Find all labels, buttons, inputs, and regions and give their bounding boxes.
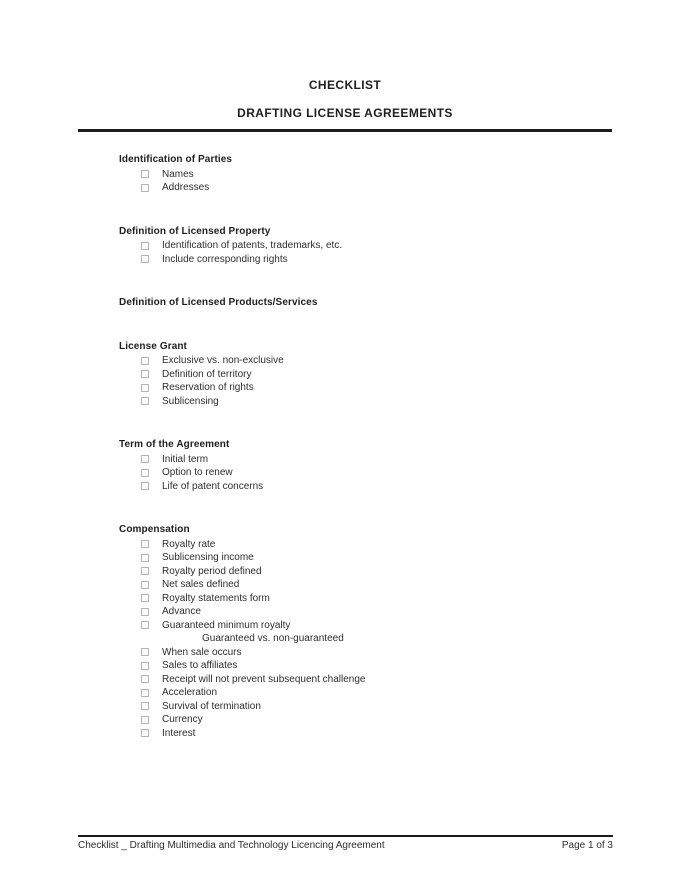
checklist-item-label: Reservation of rights xyxy=(162,382,254,393)
checklist-item-label: Currency xyxy=(162,714,203,725)
checkbox-icon xyxy=(141,729,149,737)
section-heading: Definition of Licensed Property xyxy=(119,225,271,237)
checklist-item xyxy=(119,700,613,714)
section-compensation xyxy=(119,523,613,740)
checklist-item xyxy=(119,239,613,253)
checklist-item xyxy=(119,565,613,579)
section-heading: License Grant xyxy=(119,340,187,352)
checklist-item-label: Net sales defined xyxy=(162,579,240,590)
checklist-item-label: Survival of termination xyxy=(162,700,261,712)
section-heading: Term of the Agreement xyxy=(119,439,230,450)
checklist-item xyxy=(119,368,613,382)
checklist-item-label: Include corresponding rights xyxy=(162,253,288,265)
checklist-item xyxy=(119,453,613,467)
document-footer xyxy=(78,839,613,852)
checkbox-icon xyxy=(141,648,149,656)
checkbox-icon xyxy=(141,357,149,365)
checkbox-icon xyxy=(141,255,149,263)
checklist-item xyxy=(119,646,613,660)
checklist-subitem-note xyxy=(119,632,613,646)
checklist-item xyxy=(119,466,613,480)
footer-page-number: Page 1 of 3 xyxy=(561,840,613,851)
checklist-item-label: Guaranteed vs. non-guaranteed xyxy=(202,633,344,644)
footer-document-name: Checklist _ Drafting Multimedia and Technology Licencing Agreement xyxy=(78,840,385,851)
checklist-item-label: Definition of territory xyxy=(162,368,252,380)
checklist-item xyxy=(119,578,613,592)
checklist-item-label: Initial term xyxy=(162,453,209,465)
checklist-item xyxy=(119,381,613,395)
checklist-item xyxy=(119,686,613,700)
checkbox-icon xyxy=(141,581,149,589)
checkbox-icon xyxy=(141,370,149,378)
checklist-item-label: Option to renew xyxy=(162,467,233,478)
section-license-grant xyxy=(119,340,613,409)
checklist-item xyxy=(119,354,613,368)
checklist-item-label: Addresses xyxy=(162,182,210,193)
section-definition-of-licensed-property xyxy=(119,225,613,267)
checklist-item-label: Interest xyxy=(162,727,196,739)
footer-rule xyxy=(78,835,613,837)
checklist-item xyxy=(119,538,613,552)
checkbox-icon xyxy=(141,689,149,697)
section-identification-of-parties xyxy=(119,153,613,195)
checklist-item-label: Acceleration xyxy=(162,687,218,698)
checklist-item xyxy=(119,168,613,182)
checkbox-icon xyxy=(141,702,149,710)
checklist-item xyxy=(119,551,613,565)
checklist-item-label: Exclusive vs. non-exclusive xyxy=(162,355,284,366)
section-definition-of-licensed-products-services xyxy=(119,296,613,310)
checklist-item-label: Royalty statements form xyxy=(162,592,270,604)
checklist-item-label: Receipt will not prevent subsequent challenge xyxy=(162,673,366,685)
checklist-item-label: Sublicensing xyxy=(162,395,219,407)
checklist-item xyxy=(119,181,613,195)
checkbox-icon xyxy=(141,608,149,616)
checkbox-icon xyxy=(141,567,149,575)
checkbox-icon xyxy=(141,675,149,683)
checkbox-icon xyxy=(141,184,149,192)
checklist-item-label: Sublicensing income xyxy=(162,552,254,563)
section-heading: Definition of Licensed Products/Services xyxy=(119,297,318,308)
checkbox-icon xyxy=(141,662,149,670)
checklist-item xyxy=(119,619,613,633)
checklist-item xyxy=(119,659,613,673)
checkbox-icon xyxy=(141,384,149,392)
checklist-item-label: When sale occurs xyxy=(162,646,242,658)
checkbox-icon xyxy=(141,621,149,629)
checkbox-icon xyxy=(141,594,149,602)
checklist-item xyxy=(119,605,613,619)
checkbox-icon xyxy=(141,397,149,405)
checklist-item-label: Identification of patents, trademarks, etc. xyxy=(162,240,343,251)
checkbox-icon xyxy=(141,170,149,178)
checklist-item-label: Names xyxy=(162,168,194,180)
checkbox-icon xyxy=(141,554,149,562)
checkbox-icon xyxy=(141,242,149,250)
checklist-item-label: Life of patent concerns xyxy=(162,480,264,492)
document-title: CHECKLIST xyxy=(308,78,382,92)
checkbox-icon xyxy=(141,482,149,490)
checkbox-icon xyxy=(141,469,149,477)
header-rule xyxy=(78,129,612,132)
checklist-item xyxy=(119,673,613,687)
checklist-item-label: Sales to affiliates xyxy=(162,660,238,671)
checklist-item xyxy=(119,253,613,267)
document-subtitle: DRAFTING LICENSE AGREEMENTS xyxy=(237,106,453,120)
checklist-item-label: Guaranteed minimum royalty xyxy=(162,619,291,631)
checklist-item xyxy=(119,395,613,409)
checkbox-icon xyxy=(141,455,149,463)
checklist-item xyxy=(119,727,613,741)
checklist-item-label: Advance xyxy=(162,606,201,617)
checklist-item-label: Royalty period defined xyxy=(162,565,262,577)
section-term-of-the-agreement xyxy=(119,438,613,493)
section-heading: Compensation xyxy=(119,524,190,535)
checklist-item xyxy=(119,592,613,606)
checkbox-icon xyxy=(141,716,149,724)
document-body xyxy=(119,153,613,740)
checklist-item xyxy=(119,713,613,727)
checkbox-icon xyxy=(141,540,149,548)
checklist-item-label: Royalty rate xyxy=(162,538,216,550)
section-heading: Identification of Parties xyxy=(119,154,233,165)
checklist-item xyxy=(119,480,613,494)
